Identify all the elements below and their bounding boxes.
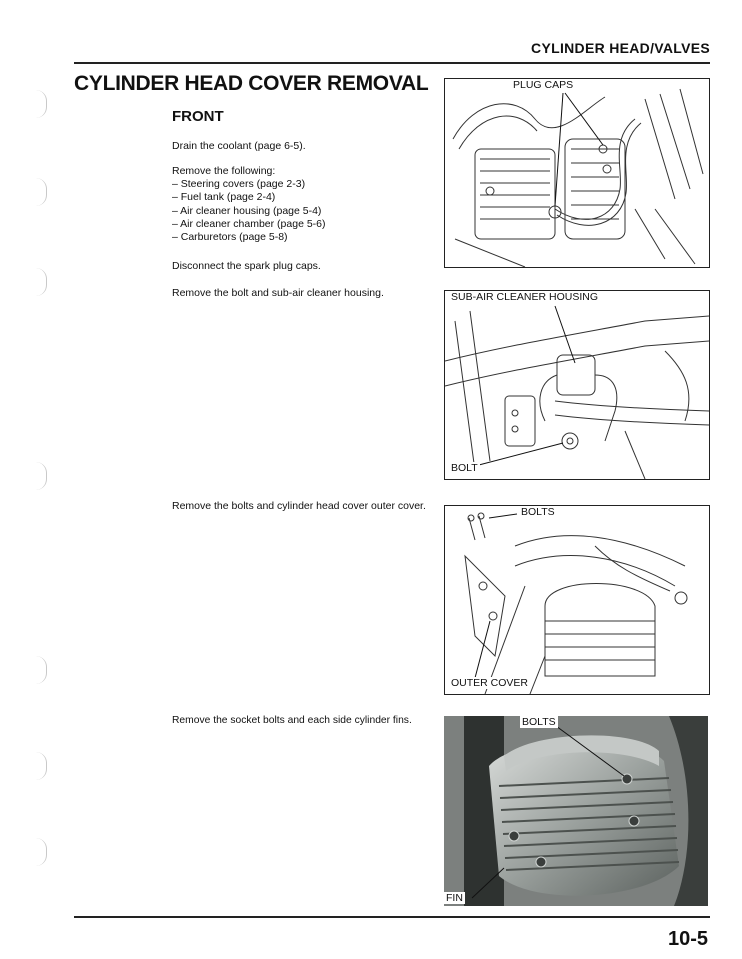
list-item: – Fuel tank (page 2-4) [172,191,276,204]
remove-list [172,178,326,244]
step-remove-bolt: Remove the bolt and sub-air cleaner housing. [172,287,384,299]
photo-cylinder-fins [444,716,708,906]
binder-hole-mark [36,90,47,118]
label-fin: FIN [446,892,463,904]
cylinder-fins-photo [444,716,708,906]
list-item: – Air cleaner chamber (page 5-6) [172,217,326,230]
section-title: CYLINDER HEAD/VALVES [531,40,710,56]
list-item: – Carburetors (page 5-8) [172,231,288,244]
binder-hole-mark [36,268,47,296]
label-sub-air-cleaner-housing: SUB-AIR CLEANER HOUSING [451,291,599,303]
plug-caps-drawing [445,79,709,267]
list-item: – Steering covers (page 2-3) [172,178,306,190]
footer-rule [74,916,710,918]
binder-hole-mark [36,178,47,206]
step-remove-intro: Remove the following: [172,165,276,177]
sub-air-cleaner-drawing [445,291,709,479]
page-number: 10-5 [667,928,708,950]
label-bolts-photo: BOLTS [522,716,556,728]
binder-hole-mark [36,462,47,490]
figure-outer-cover [444,505,710,695]
figure-plug-caps [444,78,710,268]
outer-cover-drawing [445,506,709,694]
step-disconnect: Disconnect the spark plug caps. [172,260,321,272]
list-item: – Air cleaner housing (page 5-4) [172,204,322,217]
header-rule [74,62,710,64]
binder-hole-mark [36,656,47,684]
figure-sub-air-cleaner [444,290,710,480]
label-bolts: BOLTS [521,506,555,518]
step-drain-coolant: Drain the coolant (page 6-5). [172,140,306,152]
subheading: FRONT [172,108,224,125]
page-title: CYLINDER HEAD COVER REMOVAL [74,72,429,95]
step-remove-socket-bolts: Remove the socket bolts and each side cylinder fins. [172,715,412,726]
step-remove-bolts: Remove the bolts and cylinder head cover outer cover. [172,500,426,512]
label-plug-caps: PLUG CAPS [513,79,574,91]
binder-hole-mark [36,838,47,866]
label-bolt: BOLT [451,462,478,474]
binder-hole-mark [36,752,47,780]
label-outer-cover: OUTER COVER [451,677,529,689]
